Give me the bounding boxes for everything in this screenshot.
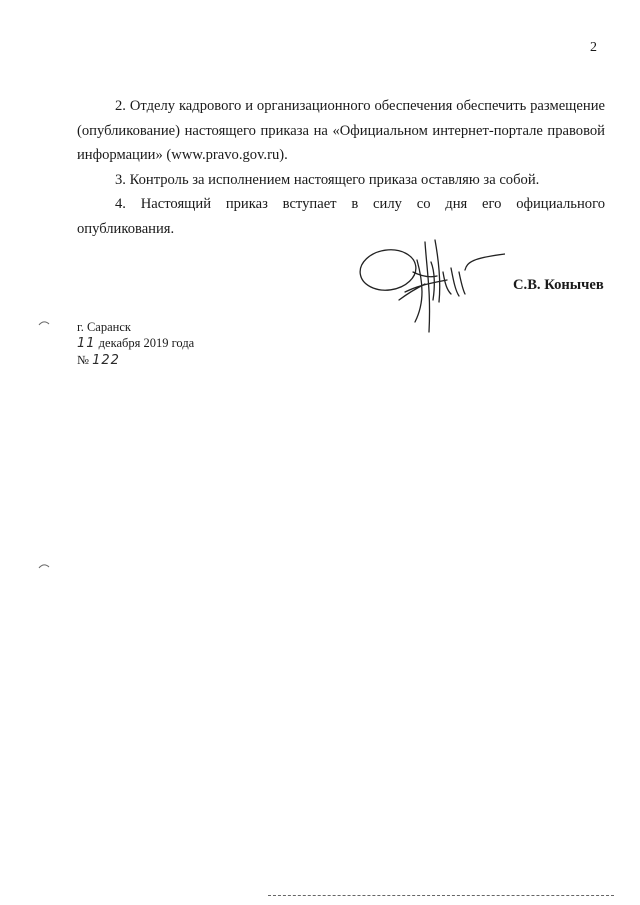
handwritten-signature: [355, 232, 505, 337]
margin-mark: [38, 563, 50, 569]
issue-day: 11: [77, 336, 96, 351]
issue-number: [77, 352, 194, 369]
signature-block: [355, 232, 615, 342]
paragraph-3: 3. Контроль за исполнением настоящего приказа оставляю за собой.: [115, 171, 540, 188]
issue-number-value: 122: [92, 353, 120, 368]
paragraph-2: 2. Отделу кадрового и организационного обеспечения обеспечить размещение (опубликование) настоящего приказа на «Официальном интернет-портале правовой информации» (www.pravo.gov.ru).: [77, 98, 605, 163]
issue-date-rest: декабря 2019 года: [98, 336, 195, 350]
signer-name: С.В. Конычев: [513, 277, 604, 293]
page-bottom-edge: [268, 895, 614, 897]
issue-details: [77, 319, 194, 369]
page-number: 2: [590, 40, 597, 55]
issue-number-prefix: №: [77, 353, 89, 367]
margin-mark: [38, 320, 50, 326]
paragraph-4: 4. Настоящий приказ вступает в силу со дня его официального опубликования.: [77, 196, 605, 237]
issue-city: г. Саранск: [77, 320, 131, 334]
issue-date: [77, 335, 194, 352]
document-body: [77, 94, 605, 241]
